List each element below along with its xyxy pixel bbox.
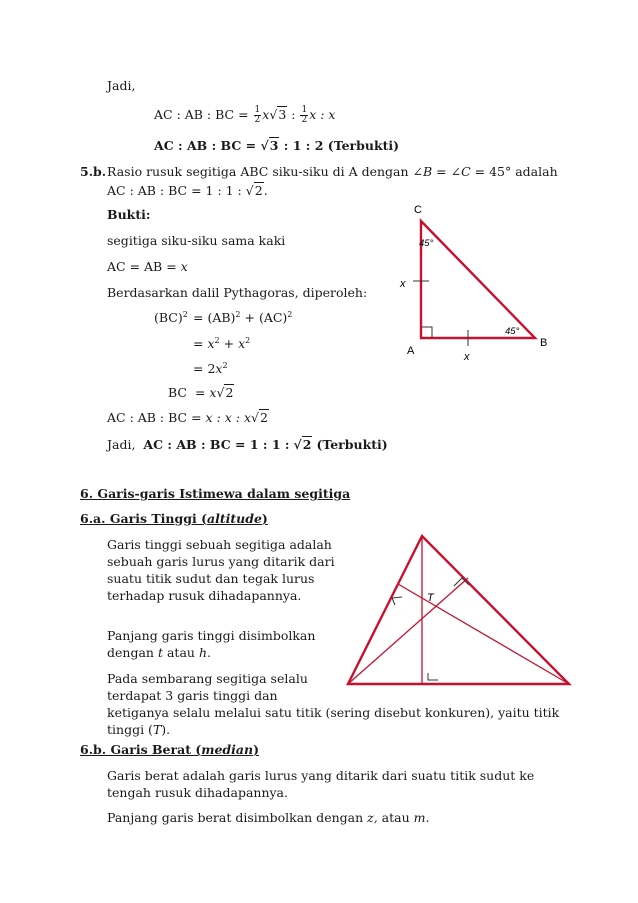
angle-label-C: 45° <box>419 238 434 249</box>
fraction-half: $\frac{1}{2}$ <box>301 105 308 125</box>
proof-line-2: AC = AB = x <box>107 259 188 274</box>
right-angle-mark-bottom <box>428 673 438 680</box>
section-6-title: 6. Garis-garis Istimewa dalam segitiga <box>80 486 351 501</box>
altitude-from-left <box>348 578 468 684</box>
right-angle-mark <box>422 327 432 337</box>
conclusion-5b: Jadi, AC : AB : BC = 1 : 1 : √2 (Terbukti) <box>107 437 388 452</box>
label-A: A <box>407 345 415 357</box>
altitude-symbol: Panjang garis tinggi disimbolkan dengan t atau h. <box>107 628 316 660</box>
equation-2: = $x^2 + x^2$ <box>193 336 251 352</box>
triangle-abc <box>421 221 535 338</box>
side-label-x-left: x <box>400 278 406 290</box>
colon: : <box>291 107 296 122</box>
x-colon-x: x : x <box>309 107 336 122</box>
median-symbol: Panjang garis berat disimbolkan dengan z, atau m. <box>107 810 430 825</box>
section-6b-title: 6.b. Garis Berat (median) <box>80 742 260 757</box>
equation-1: (BC)$^2$ <box>154 310 188 326</box>
ratio-equation: AC : AB : BC = $\frac{1}{2}$ x√3 : $\frac{1}{2}$ x : x <box>154 105 336 125</box>
side-label-x-bottom: x <box>464 351 470 363</box>
equation-5: AC : AB : BC = x : x : x√2 <box>107 410 268 425</box>
label-B: B <box>540 337 548 349</box>
statement-line-2: AC : AB : BC = 1 : 1 : √2. <box>107 183 268 198</box>
right-angle-mark-left <box>392 597 402 605</box>
sqrt-3: 3 <box>278 107 287 122</box>
proof-line-1: segitiga siku-siku sama kaki <box>107 233 286 248</box>
fraction-half: $\frac{1}{2}$ <box>254 105 261 125</box>
equation-4: BC = x√2 <box>168 385 234 400</box>
altitude-concurrency-a: Pada sembarang segitiga selalu terdapat 3 garis tinggi dan <box>107 671 308 703</box>
section-number-5b: 5.b. <box>80 164 107 179</box>
altitude-definition: Garis tinggi sebuah segitiga adalah sebuah garis lurus yang ditarik dari suatu titik sudut dan tegak lurus terhadap rusuk dihadapannya. <box>107 537 335 603</box>
x-var: x <box>262 107 270 122</box>
triangle <box>348 536 569 684</box>
statement-line-1: Rasio rusuk segitiga ABC siku-siku di A dengan ∠B = ∠C = 45° adalah <box>107 164 558 179</box>
altitude-concurrency-b: ketiganya selalu melalui satu titik (sering disebut konkuren), yaitu titik tinggi (T). <box>107 705 560 737</box>
section-6a-title: 6.a. Garis Tinggi (altitude) <box>80 511 268 526</box>
right-triangle-figure <box>380 195 570 370</box>
proof-heading: Bukti: <box>107 207 151 222</box>
orthocenter-label: T <box>427 592 434 604</box>
ratio-lhs: AC : AB : BC = <box>154 107 249 122</box>
altitudes-figure <box>340 528 576 692</box>
proven-ratio: AC : AB : BC = √3 : 1 : 2 (Terbukti) <box>154 138 400 153</box>
median-definition: Garis berat adalah garis lurus yang ditarik dari suatu titik sudut ke tengah rusuk dihadapannya. <box>107 768 535 800</box>
equation-1-rhs: = (AB)$^2$ + (AC)$^2$ <box>193 310 293 326</box>
equation-3: = $2x^2$ <box>193 361 228 377</box>
label-C: C <box>414 204 422 216</box>
angle-label-B: 45° <box>505 326 520 337</box>
proof-line-3: Berdasarkan dalil Pythagoras, diperoleh: <box>107 285 368 300</box>
jadi-label: Jadi, <box>107 78 136 93</box>
